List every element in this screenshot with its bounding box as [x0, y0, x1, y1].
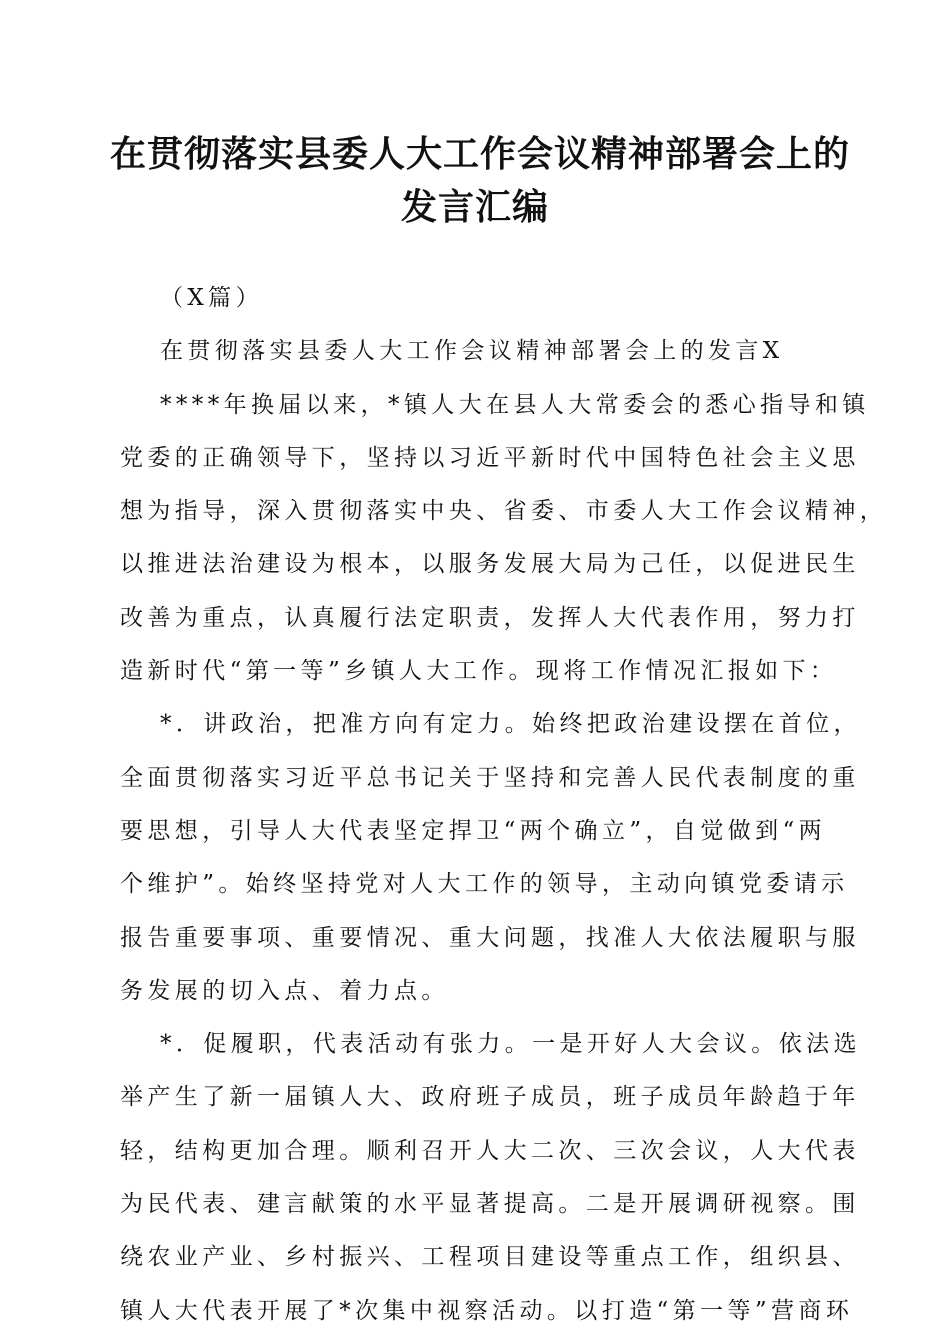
- paragraph-line: 造新时代“第一等”乡镇人大工作。现将工作情况汇报如下：: [120, 658, 838, 685]
- paragraph-line: 轻，结构更加合理。顺利召开人大二次、三次会议，人大代表: [120, 1137, 860, 1164]
- title-line: 在贯彻落实县委人大工作会议精神部署会上的: [110, 133, 851, 175]
- document-body: [120, 272, 888, 1338]
- paragraph-line: 为民代表、建言献策的水平显著提高。二是开展调研视察。围: [120, 1191, 860, 1218]
- title-line: 发言汇编: [400, 186, 549, 229]
- paragraph-line: 党委的正确领导下，坚持以习近平新时代中国特色社会主义思: [120, 444, 860, 471]
- paragraph-line: 改善为重点，认真履行法定职责，发挥人大代表作用，努力打: [120, 604, 860, 631]
- paragraph-line: 要思想，引导人大代表坚定捍卫“两个确立”，自觉做到“两: [120, 817, 827, 844]
- paragraph-line: 镇人大代表开展了*次集中视察活动。以打造“第一等”营商环: [120, 1297, 854, 1324]
- paragraph-line: 举产生了新一届镇人大、政府班子成员，班子成员年龄趋于年: [120, 1084, 860, 1111]
- document-title: [110, 128, 851, 235]
- speech-heading: 在贯彻落实县委人大工作会议精神部署会上的发言X: [160, 338, 784, 365]
- paragraph-line: ****年换届以来，*镇人大在县人大常委会的悉心指导和镇: [160, 391, 870, 418]
- article-count: （X篇）: [160, 285, 263, 311]
- paragraph-line: 以推进法治建设为根本，以服务发展大局为己任，以促进民生: [120, 551, 860, 578]
- paragraph-line: *．讲政治，把准方向有定力。始终把政治建设摆在首位，: [160, 711, 861, 738]
- paragraph-line: 绕农业产业、乡村振兴、工程项目建设等重点工作，组织县、: [120, 1244, 860, 1271]
- paragraph-line: 个维护”。始终坚持党对人大工作的领导，主动向镇党委请示: [120, 871, 849, 898]
- paragraph-line: 全面贯彻落实习近平总书记关于坚持和完善人民代表制度的重: [120, 764, 860, 791]
- paragraph-line: *．促履职，代表活动有张力。一是开好人大会议。依法选: [160, 1031, 861, 1058]
- paragraph-line: 务发展的切入点、着力点。: [120, 977, 449, 1004]
- paragraph-line: 想为指导，深入贯彻落实中央、省委、市委人大工作会议精神，: [120, 498, 888, 525]
- paragraph-line: 报告重要事项、重要情况、重大问题，找准人大依法履职与服: [120, 924, 860, 951]
